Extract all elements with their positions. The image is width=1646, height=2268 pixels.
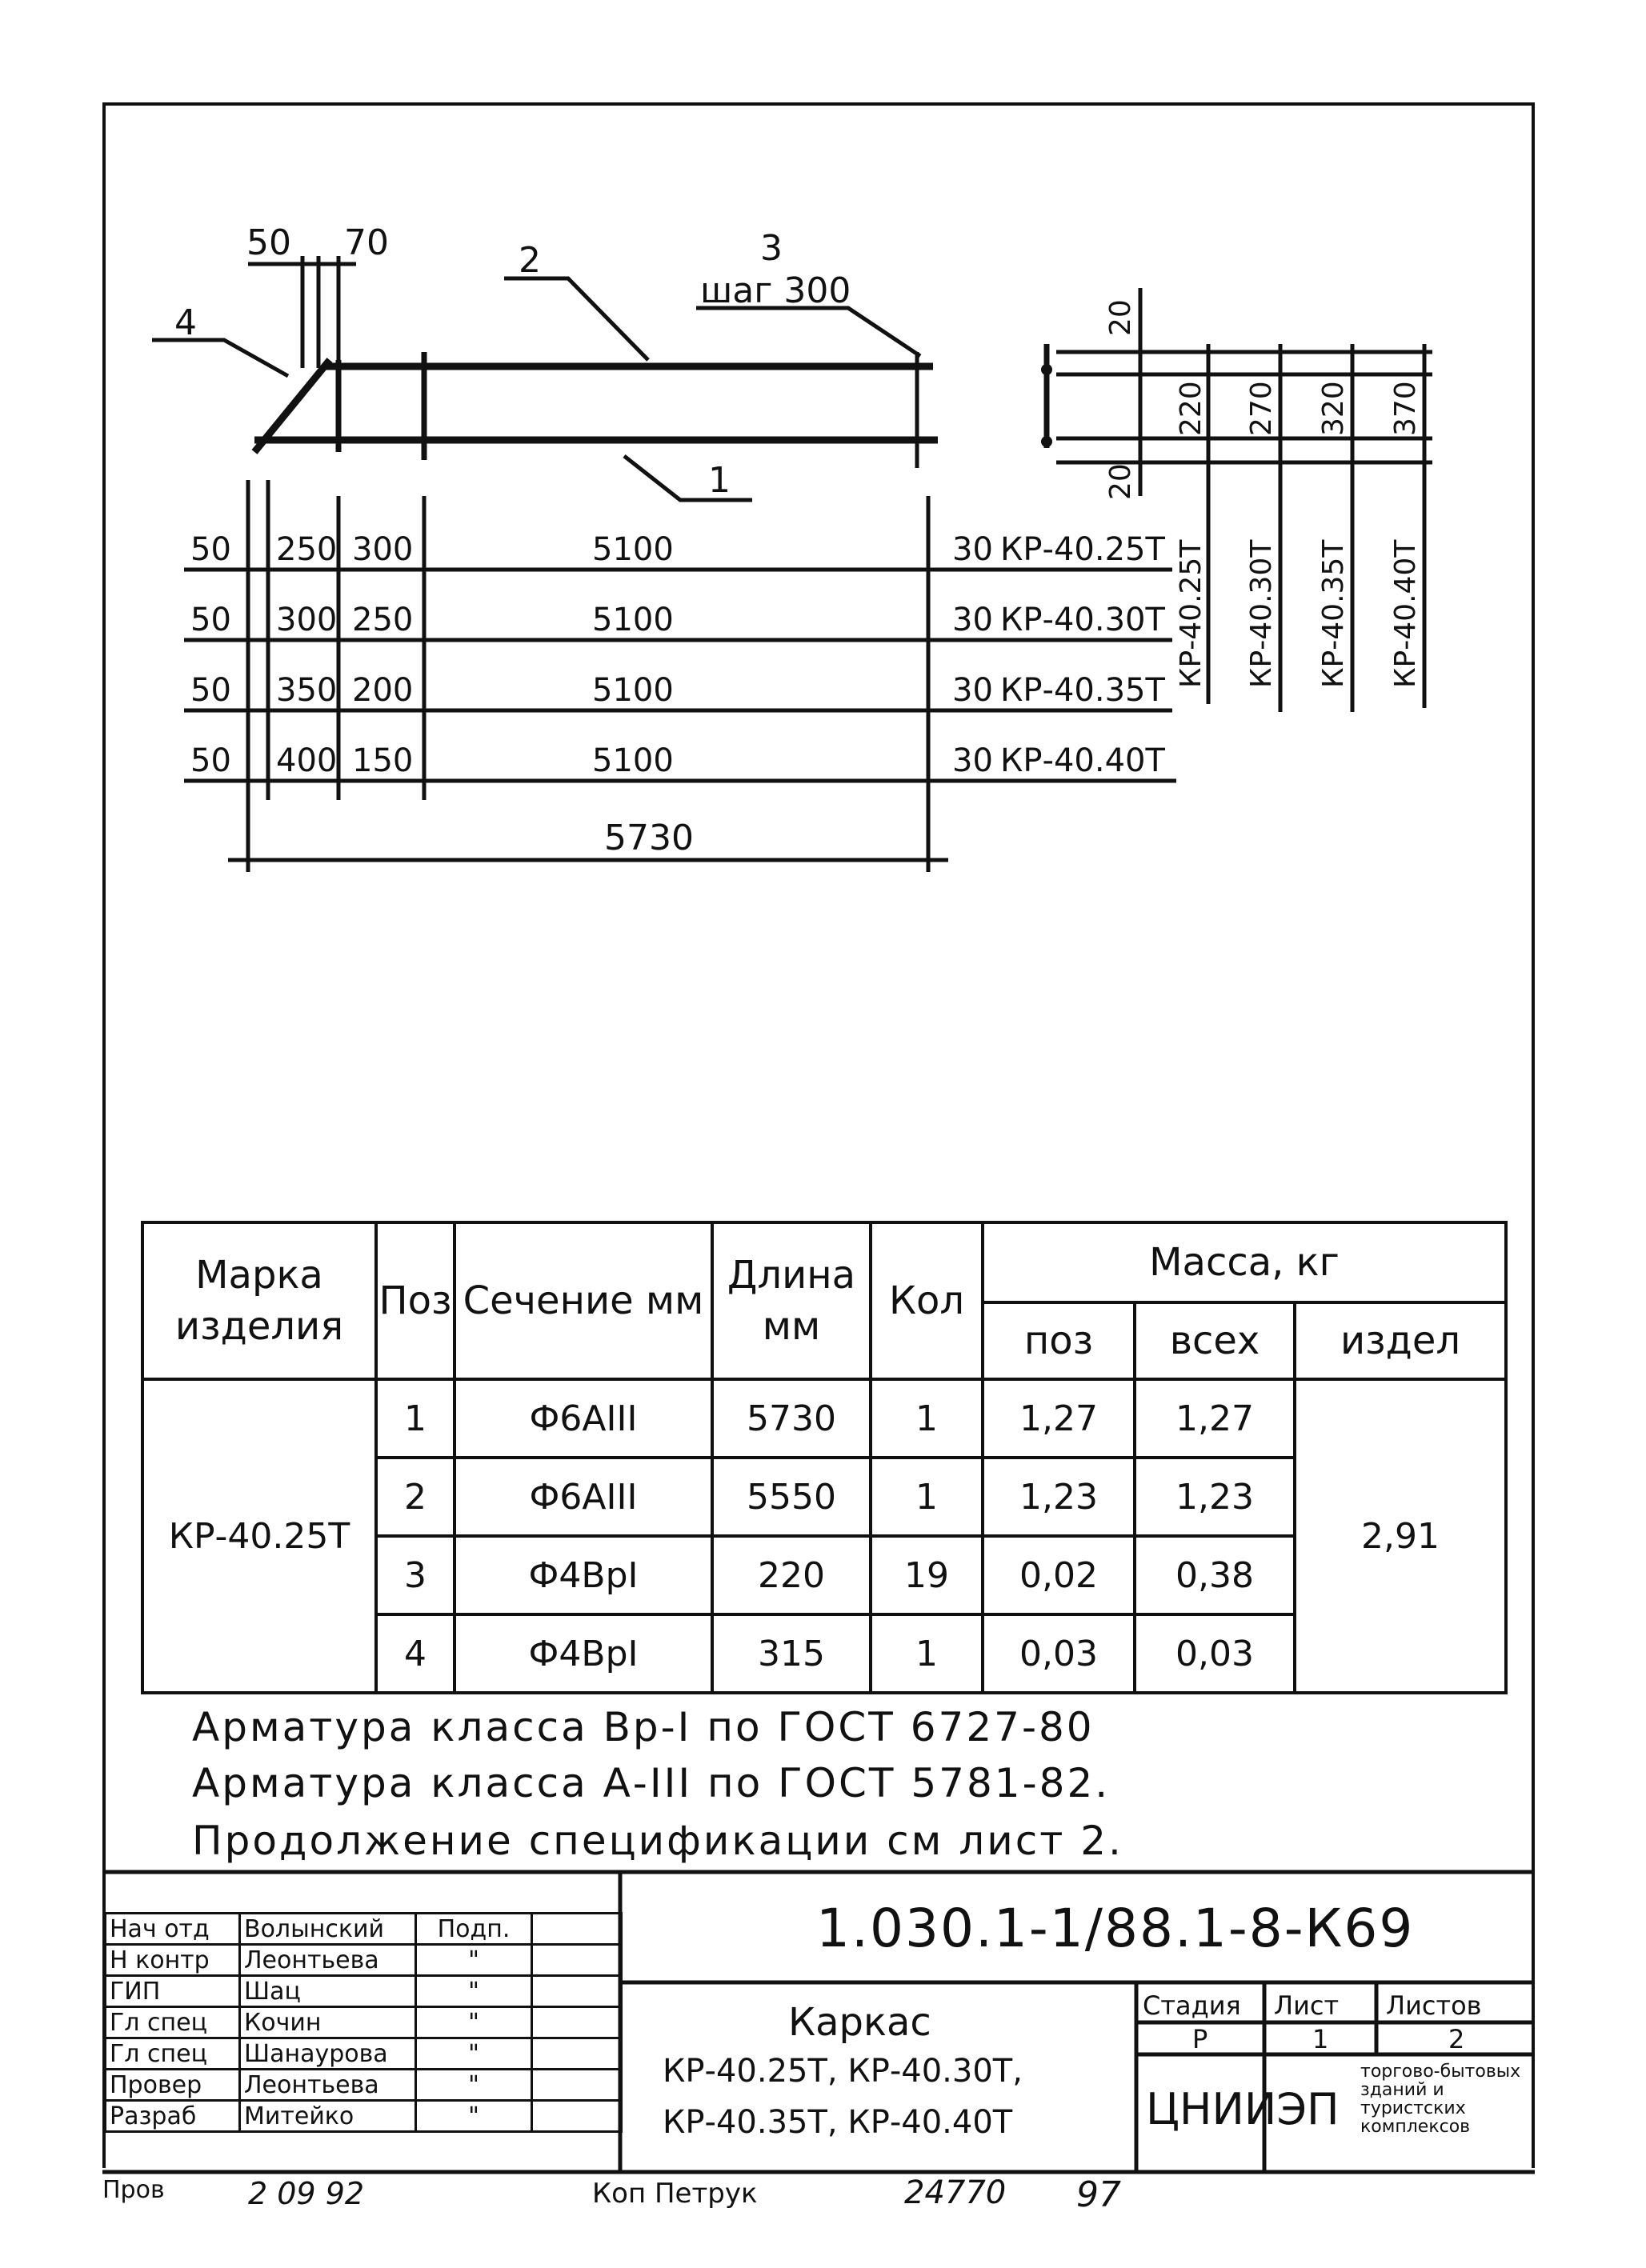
dim-row-mark: КР-40.25Т <box>1000 531 1165 568</box>
row-all-mass: 0,03 <box>1135 1614 1295 1693</box>
header-mass: Масса, кг <box>983 1222 1506 1302</box>
stamp-date <box>532 2101 622 2132</box>
section-mark: КР-40.25Т <box>1175 539 1207 688</box>
header-mass-all: всех <box>1135 1302 1295 1379</box>
header-mass-item: издел <box>1295 1302 1506 1379</box>
stamp-date <box>532 2038 622 2070</box>
stamp-role: Гл спец <box>106 2007 240 2038</box>
header-mass-pos: поз <box>983 1302 1135 1379</box>
section-mark: КР-40.40Т <box>1389 539 1422 688</box>
section-height: 370 <box>1389 381 1422 436</box>
row-section: Ф4ВрI <box>455 1614 712 1693</box>
label-pos-3: 3 <box>760 228 783 269</box>
label-pos-2: 2 <box>519 240 541 281</box>
label-step: шаг 300 <box>700 270 851 311</box>
stamp-role: Нач отд <box>106 1914 240 1945</box>
stamp-sign: Подп. <box>416 1914 532 1945</box>
row-pos-mass: 0,02 <box>983 1536 1135 1614</box>
row-qty: 1 <box>871 1614 983 1693</box>
stamp-row <box>106 2101 622 2132</box>
stamp-role: Гл спец <box>106 2038 240 2070</box>
dim-row-c: 200 <box>352 672 414 709</box>
stamp-role: ГИП <box>106 1976 240 2007</box>
stamp-name: Митейко <box>240 2101 416 2132</box>
dim-row-a: 50 <box>190 672 231 709</box>
header-mark: Марка изделия <box>142 1222 376 1379</box>
stamp-sign: " <box>416 2070 532 2101</box>
footer-num: 24770 <box>904 2174 1007 2211</box>
organization-description: торгово-бытовых зданий и туристских комплексов <box>1360 2062 1521 2137</box>
section-mark: КР-40.30Т <box>1245 539 1278 688</box>
stamp-role: Н контр <box>106 1945 240 1976</box>
dim-total: 5730 <box>604 818 694 858</box>
stamp-name: Леонтьева <box>240 1945 416 1976</box>
stamp-date <box>532 1945 622 1976</box>
stamp-name: Волынский <box>240 1914 416 1945</box>
sheets-label: Листов <box>1386 1990 1482 2021</box>
dim-row-c: 250 <box>352 602 414 638</box>
section-height: 320 <box>1317 381 1350 436</box>
row-section: Ф6АIII <box>455 1379 712 1458</box>
stamp-name: Кочин <box>240 2007 416 2038</box>
stamp-row <box>106 1976 622 2007</box>
item-mass: 2,91 <box>1295 1379 1506 1693</box>
dim-row-a: 50 <box>190 602 231 638</box>
stamp-date <box>532 2007 622 2038</box>
dim-row-d: 5100 <box>592 672 674 709</box>
stamp-row <box>106 2038 622 2070</box>
row-pos-mass: 1,27 <box>983 1379 1135 1458</box>
stage-value: Р <box>1192 2024 1208 2054</box>
stamp-row <box>106 1945 622 1976</box>
stamp-name: Шанаурова <box>240 2038 416 2070</box>
sheet-value: 1 <box>1312 2024 1329 2054</box>
note-line: Продолжение спецификации см лист 2. <box>192 1818 1123 1864</box>
stamp-sign: " <box>416 2007 532 2038</box>
row-all-mass: 1,23 <box>1135 1458 1295 1536</box>
row-pos: 2 <box>376 1458 455 1536</box>
row-pos: 4 <box>376 1614 455 1693</box>
dim-row-mark: КР-40.30Т <box>1000 602 1165 638</box>
dim-row-e: 30 <box>952 531 993 568</box>
dim-row-b: 300 <box>276 602 338 638</box>
row-all-mass: 1,27 <box>1135 1379 1295 1458</box>
dim-row-b: 400 <box>276 742 338 779</box>
section-offset-top: 20 <box>1104 299 1137 336</box>
dim-row-b: 350 <box>276 672 338 709</box>
stamp-row <box>106 2007 622 2038</box>
footer-prov: Пров <box>102 2176 165 2204</box>
dim-50-top: 50 <box>246 222 291 263</box>
dim-row-e: 30 <box>952 672 993 709</box>
row-all-mass: 0,38 <box>1135 1536 1295 1614</box>
stamp-role: Разраб <box>106 2101 240 2132</box>
stamp-name: Шац <box>240 1976 416 2007</box>
section-offset-bottom: 20 <box>1104 463 1137 500</box>
row-pos-mass: 1,23 <box>983 1458 1135 1536</box>
stamp-row <box>106 2070 622 2101</box>
note-line: Арматура класса Вр-I по ГОСТ 6727-80 <box>192 1704 1095 1750</box>
row-length: 220 <box>712 1536 871 1614</box>
dim-70-top: 70 <box>344 222 389 263</box>
stamp-date <box>532 2070 622 2101</box>
note-line: Арматура класса А-III по ГОСТ 5781-82. <box>192 1760 1111 1806</box>
section-height: 220 <box>1175 381 1207 436</box>
stamp-sign: " <box>416 1945 532 1976</box>
dim-row-c: 150 <box>352 742 414 779</box>
row-section: Ф6АIII <box>455 1458 712 1536</box>
row-pos: 1 <box>376 1379 455 1458</box>
organization: ЦНИИЭП <box>1146 2084 1340 2134</box>
header-pos: Поз <box>376 1222 455 1379</box>
dim-row-mark: КР-40.40Т <box>1000 742 1165 779</box>
row-qty: 1 <box>871 1379 983 1458</box>
row-pos: 3 <box>376 1536 455 1614</box>
title-line2: КР-40.25Т, КР-40.30Т, <box>663 2053 1023 2090</box>
sheet-label: Лист <box>1274 1990 1340 2021</box>
stamp-date <box>532 1914 622 1945</box>
footer-page: 97 <box>1076 2174 1121 2215</box>
header-length: Длина мм <box>712 1222 871 1379</box>
row-pos-mass: 0,03 <box>983 1614 1135 1693</box>
stamp-name: Леонтьева <box>240 2070 416 2101</box>
stamp-sign: " <box>416 2101 532 2132</box>
label-pos-1: 1 <box>708 460 731 501</box>
item-mark: КР-40.25Т <box>142 1379 376 1693</box>
footer-date: 2 09 92 <box>248 2176 365 2211</box>
dim-row-d: 5100 <box>592 531 674 568</box>
row-length: 5550 <box>712 1458 871 1536</box>
header-section: Сечение мм <box>455 1222 712 1379</box>
row-qty: 1 <box>871 1458 983 1536</box>
stamp-sign: " <box>416 1976 532 2007</box>
dim-row-a: 50 <box>190 742 231 779</box>
dim-row-e: 30 <box>952 602 993 638</box>
stamp-row <box>106 1914 622 1945</box>
section-height: 270 <box>1245 381 1278 436</box>
dim-row-a: 50 <box>190 531 231 568</box>
title-line1: Каркас <box>788 2000 931 2045</box>
row-qty: 19 <box>871 1536 983 1614</box>
dim-row-b: 250 <box>276 531 338 568</box>
dim-row-c: 300 <box>352 531 414 568</box>
document-code: 1.030.1-1/88.1-8-К69 <box>816 1898 1415 1959</box>
row-length: 5730 <box>712 1379 871 1458</box>
footer-kop: Коп Петрук <box>592 2178 758 2210</box>
header-qty: Кол <box>871 1222 983 1379</box>
row-length: 315 <box>712 1614 871 1693</box>
dim-row-e: 30 <box>952 742 993 779</box>
stamp-sign: " <box>416 2038 532 2070</box>
approval-stamp <box>104 1912 623 2133</box>
dim-row-d: 5100 <box>592 602 674 638</box>
stamp-date <box>532 1976 622 2007</box>
row-section: Ф4ВрI <box>455 1536 712 1614</box>
dim-row-mark: КР-40.35Т <box>1000 672 1165 709</box>
label-pos-4: 4 <box>174 302 197 343</box>
dim-row-d: 5100 <box>592 742 674 779</box>
section-mark: КР-40.35Т <box>1317 539 1350 688</box>
stamp-role: Провер <box>106 2070 240 2101</box>
title-line3: КР-40.35Т, КР-40.40Т <box>663 2104 1013 2141</box>
stage-label: Стадия <box>1143 1990 1241 2021</box>
sheets-value: 2 <box>1448 2024 1465 2054</box>
